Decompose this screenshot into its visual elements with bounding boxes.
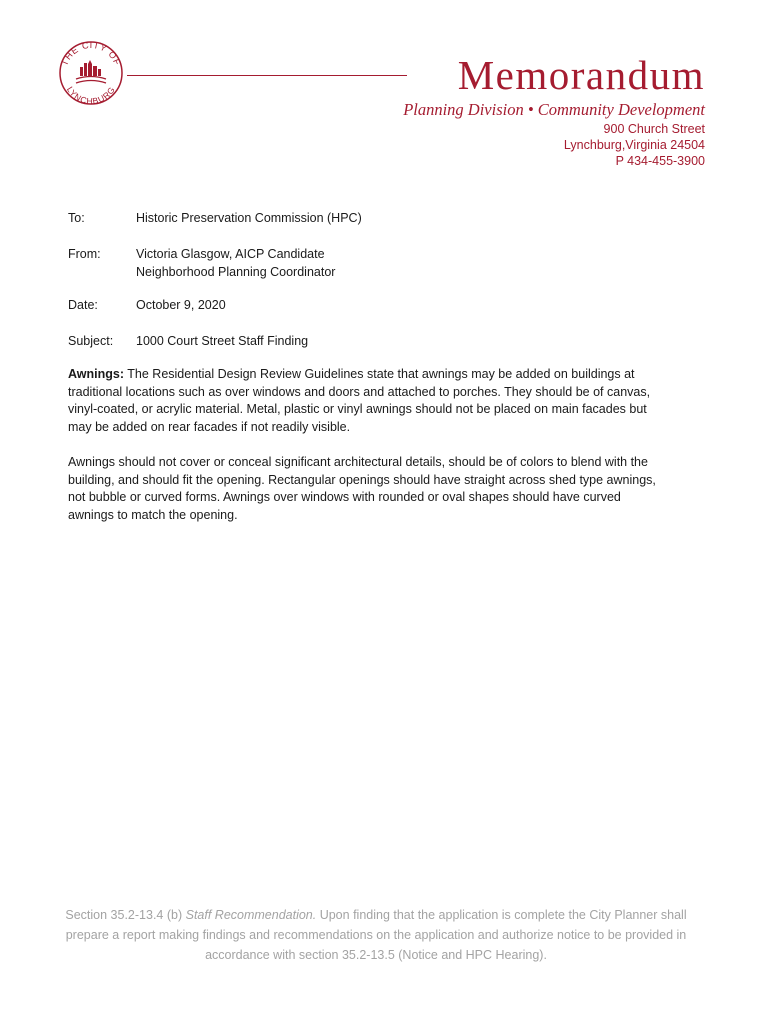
date-value: October 9, 2020: [136, 298, 226, 312]
footer-section-ref: Section 35.2-13.4 (b): [65, 908, 186, 922]
awnings-heading: Awnings:: [68, 367, 125, 381]
footer-note: [60, 905, 692, 965]
from-value-name: Victoria Glasgow, AICP Candidate: [136, 247, 325, 261]
memo-title: Memorandum: [457, 52, 705, 98]
memo-subtitle: Planning Division • Community Development: [403, 100, 705, 119]
footer-text: Upon finding that the application is complete the City Planner shall prepare a report making findings and recommendations on the application and authorize notice to be provided in accordance with section 35.2-13.5 (Notice and HPC Hearing).: [65, 908, 687, 962]
address-street: 900 Church Street: [603, 122, 705, 136]
address-city: Lynchburg,Virginia 24504: [563, 138, 705, 152]
from-value-title: Neighborhood Planning Coordinator: [136, 265, 336, 279]
awnings-paragraph-text: The Residential Design Review Guidelines state that awnings may be added on buildings at traditional locations such as over windows and doors and attached to porches. They should be of canvas, vinyl-coated, or acrylic material. Metal, plastic or vinyl awnings should not be placed on main facades but may be added on rear facades if not readily visible.: [68, 367, 651, 434]
body-paragraph-awning-guidelines: Awnings should not cover or conceal significant architectural details, should be of colors to blend with the building, and should fit the opening. Rectangular openings should have straight across shed type awnings, not bubble or curved forms. Awnings over windows with rounded or oval shapes should have curved awnings to match the opening.: [68, 455, 656, 522]
body-paragraph-awnings: [68, 366, 668, 436]
footer-italic-heading: Staff Recommendation.: [185, 908, 317, 922]
from-label: From:: [68, 247, 101, 261]
seal-top-text: THE CITY OF: [59, 40, 123, 68]
to-value: Historic Preservation Commission (HPC): [136, 211, 362, 225]
to-label: To:: [68, 211, 85, 225]
seal-bottom-text: LYNCHBURG: [64, 84, 118, 106]
subject-value: 1000 Court Street Staff Finding: [136, 334, 309, 348]
address-phone: P 434-455-3900: [615, 154, 705, 168]
subject-label: Subject:: [68, 334, 114, 348]
date-label: Date:: [68, 298, 98, 312]
